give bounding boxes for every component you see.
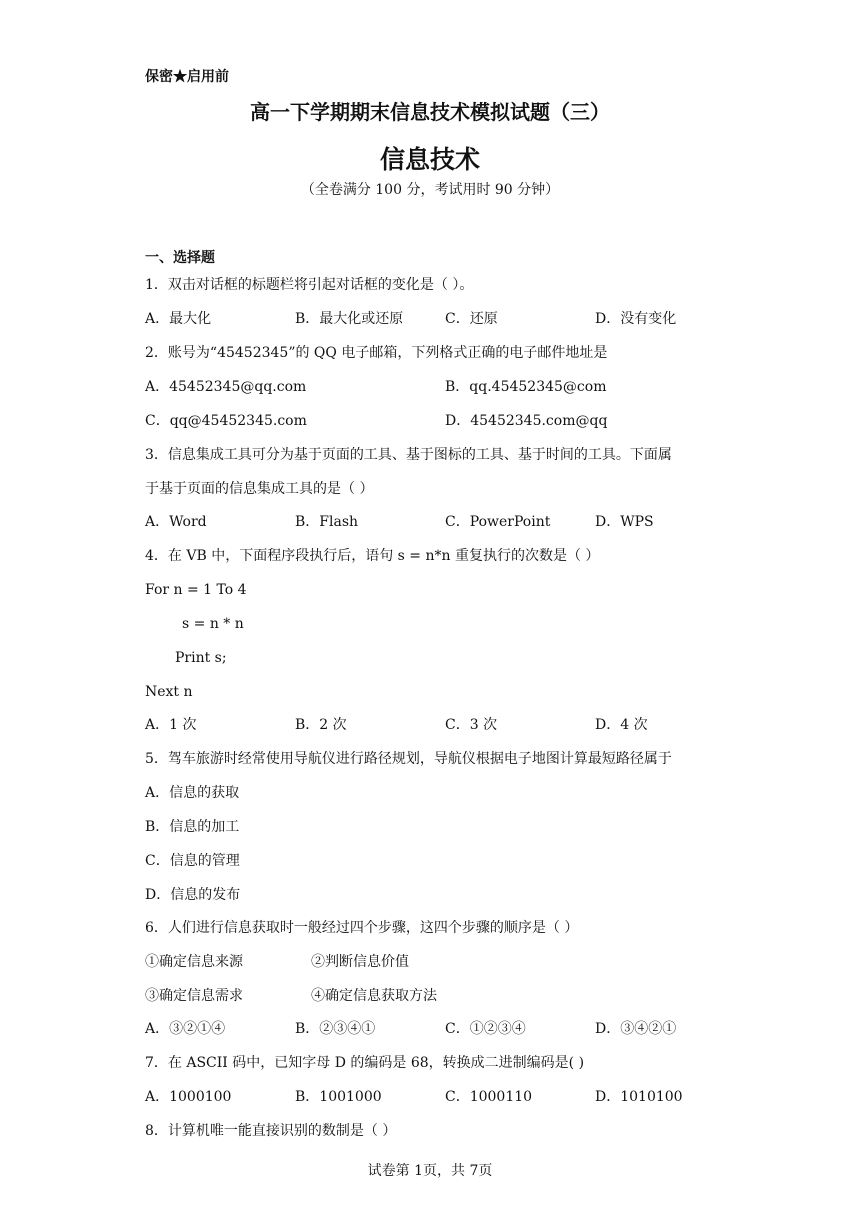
code-line-3: Print s; — [175, 650, 227, 666]
q6-option-c: C．①②③④ — [445, 1021, 526, 1037]
exam-title: 高一下学期期末信息技术模拟试题（三） — [250, 100, 610, 124]
code-line-4: Next n — [145, 684, 193, 700]
q4-option-b: B．2 次 — [295, 717, 347, 733]
q3-option-c: C．PowerPoint — [445, 514, 551, 530]
q2-option-c: C．qq@45452345.com — [145, 413, 307, 429]
q7-option-d: D．1010100 — [595, 1089, 683, 1105]
q2-option-a: A．45452345@qq.com — [145, 379, 307, 395]
code-line-1: For n = 1 To 4 — [145, 582, 247, 598]
question-1-stem: 1．双击对话框的标题栏将引起对话框的变化是（ ）。 — [145, 277, 474, 293]
q2-option-b: B．qq.45452345@com — [445, 379, 607, 395]
question-3-stem-line1: 3．信息集成工具可分为基于页面的工具、基于图标的工具、基于时间的工具。下面属 — [145, 447, 672, 463]
question-7-stem: 7．在 ASCII 码中，已知字母 D 的编码是 68，转换成二进制编码是( ) — [145, 1055, 585, 1071]
q6-step-2: ②判断信息价值 — [311, 954, 409, 970]
q3-option-d: D．WPS — [595, 514, 654, 530]
question-8-stem: 8．计算机唯一能直接识别的数制是（ ） — [145, 1123, 397, 1139]
question-6-stem: 6．人们进行信息获取时一般经过四个步骤，这四个步骤的顺序是（ ） — [145, 920, 579, 936]
q4-option-a: A．1 次 — [145, 717, 197, 733]
q6-step-3: ③确定信息需求 — [145, 988, 243, 1004]
q5-option-a: A．信息的获取 — [145, 785, 240, 801]
code-line-2: s = n * n — [182, 616, 244, 632]
q7-option-a: A．1000100 — [145, 1089, 232, 1105]
question-5-stem: 5．驾车旅游时经常使用导航仪进行路径规划，导航仪根据电子地图计算最短路径属于 — [145, 751, 672, 767]
q6-step-4: ④确定信息获取方法 — [311, 988, 437, 1004]
q3-option-b: B．Flash — [295, 514, 359, 530]
q6-option-b: B．②③④① — [295, 1021, 376, 1037]
subject-title: 信息技术 — [379, 145, 480, 174]
q1-option-a: A．最大化 — [145, 311, 212, 327]
q7-option-b: B．1001000 — [295, 1089, 382, 1105]
question-3-stem-line2: 于基于页面的信息集成工具的是（ ） — [145, 481, 374, 497]
q5-option-d: D．信息的发布 — [145, 887, 241, 903]
q4-option-c: C．3 次 — [445, 717, 498, 733]
confidential-label: 保密★启用前 — [145, 69, 229, 85]
q3-option-a: A．Word — [145, 514, 207, 530]
question-2-stem: 2．账号为“45452345”的 QQ 电子邮箱，下列格式正确的电子邮件地址是 — [145, 345, 608, 361]
q4-option-d: D．4 次 — [595, 717, 648, 733]
q1-option-d: D．没有变化 — [595, 311, 677, 327]
q1-option-c: C．还原 — [445, 311, 498, 327]
section-title: 一、选择题 — [145, 250, 215, 266]
exam-note: （全卷满分 100 分，考试用时 90 分钟） — [300, 182, 560, 198]
q7-option-c: C．1000110 — [445, 1089, 533, 1105]
q6-option-d: D．③④②① — [595, 1021, 677, 1037]
q2-option-d: D．45452345.com@qq — [445, 413, 608, 429]
q6-step-1: ①确定信息来源 — [145, 954, 243, 970]
q6-option-a: A．③②①④ — [145, 1021, 226, 1037]
q1-option-b: B．最大化或还原 — [295, 311, 404, 327]
question-4-stem: 4．在 VB 中，下面程序段执行后，语句 s = n*n 重复执行的次数是（ ） — [145, 548, 600, 564]
q5-option-b: B．信息的加工 — [145, 819, 240, 835]
q5-option-c: C．信息的管理 — [145, 853, 240, 869]
page-footer: 试卷第 1页，共 7页 — [367, 1163, 493, 1179]
